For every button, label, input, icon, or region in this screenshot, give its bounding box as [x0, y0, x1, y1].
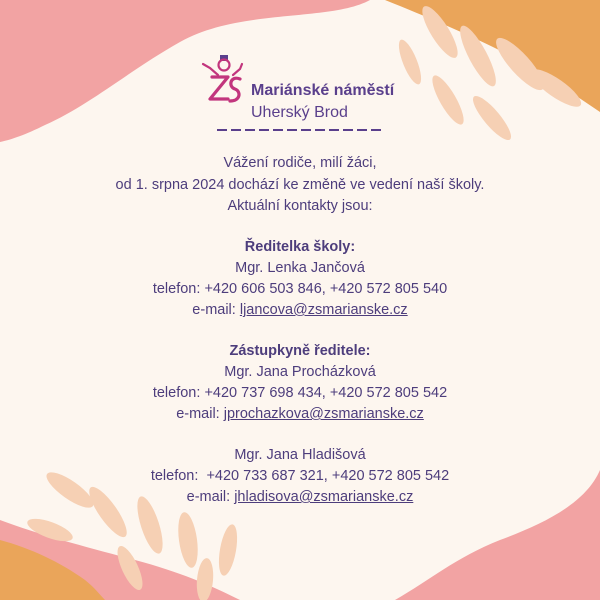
contact-email-deputy [0, 404, 600, 424]
phone-numbers: +420 733 687 321, +420 572 805 542 [202, 468, 450, 484]
phone-label: telefon: [152, 281, 201, 297]
contact-email-principal [0, 300, 600, 320]
brand-name: Mariánské náměstí [251, 82, 395, 99]
email-label: e-mail: [186, 489, 231, 505]
email-label: e-mail: [176, 406, 220, 422]
phone-numbers: +420 606 503 846, +420 572 805 540 [204, 281, 448, 297]
brand-city: Uherský Brod [251, 104, 348, 121]
phone-label: telefon: [152, 385, 201, 401]
email-link[interactable]: jprochazkova@zsmarianske.cz [223, 406, 424, 422]
contact-phone-third [0, 466, 600, 486]
contact-name-principal: Mgr. Lenka Jančová [235, 260, 365, 276]
contact-email-third [0, 487, 600, 507]
contact-name-deputy: Mgr. Jana Procházková [224, 364, 376, 380]
phone-numbers: +420 737 698 434, +420 572 805 542 [204, 385, 448, 401]
contact-role-deputy: Zástupkyně ředitele: [229, 343, 371, 359]
email-link[interactable]: jhladisova@zsmarianske.cz [234, 489, 414, 505]
contact-name-third: Mgr. Jana Hladišová [234, 447, 366, 463]
contact-role-principal: Ředitelka školy: [244, 239, 356, 255]
dashed-divider [217, 129, 383, 131]
intro-greeting: Vážení rodiče, milí žáci, [223, 155, 377, 171]
phone-label: telefon: [150, 468, 199, 484]
contact-phone-principal [0, 279, 600, 299]
email-label: e-mail: [192, 302, 236, 318]
intro-announcement: od 1. srpna 2024 dochází ke změně ve vedení naší školy. [115, 177, 485, 193]
school-logo-icon [200, 55, 244, 105]
email-link[interactable]: ljancova@zsmarianske.cz [239, 302, 408, 318]
intro-contacts-heading: Aktuální kontakty jsou: [227, 198, 373, 214]
contact-phone-deputy [0, 383, 600, 403]
